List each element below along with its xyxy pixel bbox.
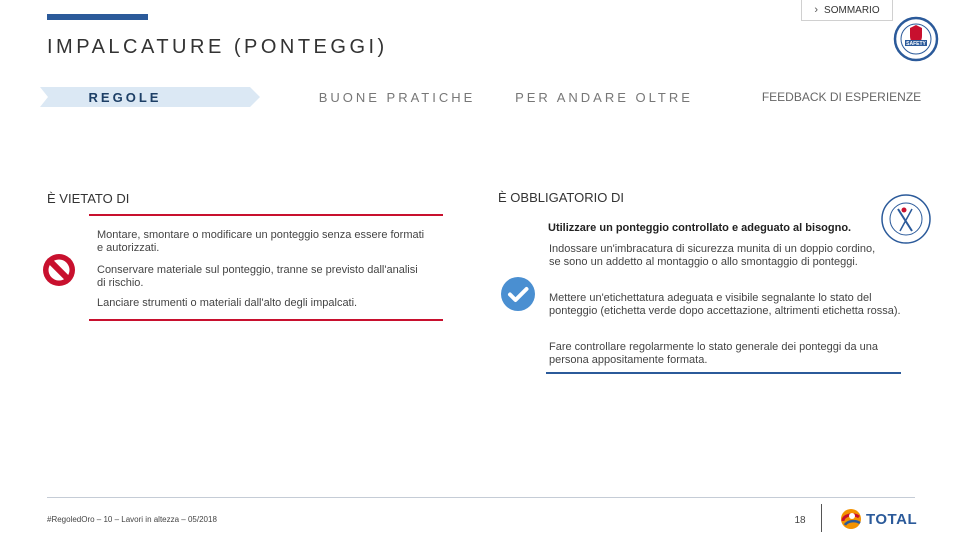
page-number: 18 xyxy=(794,515,806,526)
check-icon xyxy=(500,276,536,312)
forbidden-item: Conservare materiale sul ponteggio, tranne se previsto dall'analisi di rischio. xyxy=(97,264,418,289)
chevron-right-icon: › xyxy=(814,4,819,16)
forbidden-item: Montare, smontare o modificare un ponteggio senza essere formati e autorizzati. xyxy=(97,229,425,254)
mandatory-section-title: È OBBLIGATORIO DI xyxy=(498,190,624,205)
forbidden-bottom-divider xyxy=(89,319,443,321)
tab-regole[interactable] xyxy=(40,87,260,107)
tab-feedback[interactable] xyxy=(724,87,960,107)
total-logo xyxy=(840,508,930,530)
total-logo-mark-icon xyxy=(840,508,862,530)
forbidden-section-title: È VIETATO DI xyxy=(47,191,130,206)
header-accent-bar xyxy=(47,14,148,20)
tab-per-andare-oltre-label: PER ANDARE OLTRE xyxy=(515,89,693,105)
tab-feedback-label: FEEDBACK DI ESPERIENZE xyxy=(761,90,922,104)
sommario-label: SOMMARIO xyxy=(824,4,880,16)
golden-rule-badge-icon xyxy=(880,193,932,245)
mandatory-item: Mettere un'etichettatura adeguata e visibile segnalante lo stato del ponteggio (etichetta verde dopo accettazione, altrimenti etichetta rossa). xyxy=(549,292,901,317)
mandatory-item: Utilizzare un ponteggio controllato e adeguato al bisogno. xyxy=(548,222,852,234)
total-logo-text: TOTAL xyxy=(866,510,918,528)
mandatory-item: Indossare un'imbracatura di sicurezza munita di un doppio cordino, se sono un addetto al montaggio o allo smontaggio di ponteggi. xyxy=(549,243,876,268)
sommario-button[interactable] xyxy=(801,0,893,21)
mandatory-bottom-divider xyxy=(546,372,901,374)
tab-buone-pratiche[interactable] xyxy=(262,87,492,107)
footer-divider xyxy=(47,497,915,498)
tab-per-andare-oltre[interactable] xyxy=(494,87,734,107)
footer-text: #RegoledOro – 10 – Lavori in altezza – 05/2018 xyxy=(47,515,217,524)
forbidden-item: Lanciare strumenti o materiali dall'alto degli impalcati. xyxy=(97,297,358,309)
forbidden-top-divider xyxy=(89,214,443,216)
tab-buone-pratiche-label: BUONE PRATICHE xyxy=(318,89,476,105)
footer-separator xyxy=(821,504,822,532)
svg-text:SAFETY: SAFETY xyxy=(906,41,926,47)
tab-regole-label: REGOLE xyxy=(88,89,162,105)
mandatory-item: Fare controllare regolarmente lo stato generale dei ponteggi da una persona appositamente formata. xyxy=(549,341,878,366)
golden-rules-seal-icon xyxy=(892,16,940,62)
prohibited-icon xyxy=(42,253,76,287)
page-title: IMPALCATURE (PONTEGGI) xyxy=(47,36,388,58)
